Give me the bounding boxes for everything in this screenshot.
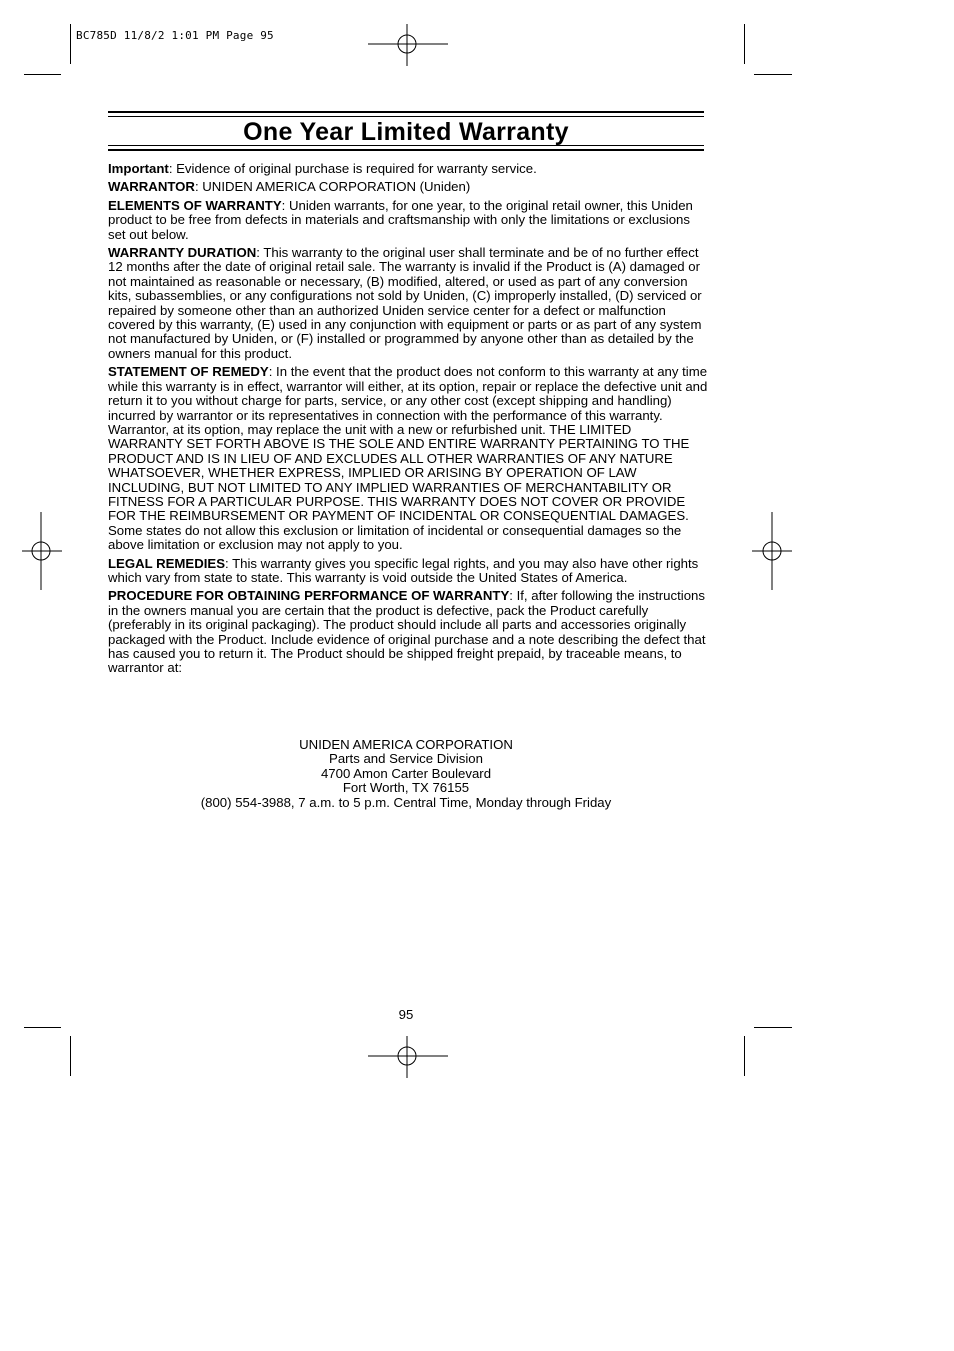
section-label: LEGAL REMEDIES [108,555,225,571]
address-line: 4700 Amon Carter Boulevard [320,765,492,781]
address-line: Fort Worth, TX 76155 [342,780,470,796]
registration-mark-icon [368,24,448,66]
warranty-paragraph-duration [108,246,708,361]
section-label: PROCEDURE FOR OBTAINING PERFORMANCE OF WARRANTY [108,588,510,604]
crop-mark [24,1027,61,1028]
section-text: : Evidence of original purchase is required for warranty service. [168,161,537,176]
section-label: WARRANTOR [108,179,195,195]
warranty-paragraph-legal-remedies [108,557,708,586]
title-block [108,111,704,151]
address-phone-hours: (800) 554-3988, 7 a.m. to 5 p.m. Central Time, Monday through Friday [200,794,612,810]
return-address [108,738,704,810]
crop-mark [70,1036,71,1076]
address-line: UNIDEN AMERICA CORPORATION [299,737,513,752]
crop-mark [744,1036,745,1076]
section-text: : If, after following the instructions in the owners manual you are certain that the product is defective, pack the Product carefully (preferably in its original packaging). The product should include all parts and accessories originally packaged with the Product. Include evidence of original purchase and a note describing the defect that has caused you to return it. The Product should be shipped freight prepaid, by traceable means, to warrantor at: [108,588,706,676]
address-line: Parts and Service Division [329,751,483,767]
section-text: : In the event that the product does not conform to this warranty at any time while this warranty is in effect, warrantor will either, at its option, repair or replace the defective unit and return it to you without charge for parts, service, or any other cost (except shipping and handling) incurred by warrantor or its representatives in connection with the performance of this warranty. Warrantor, at its option, may replace the unit with a new or refurbished unit. THE LIMITED WARRANTY SET FORTH ABOVE IS THE SOLE AND ENTIRE WARRANTY PERTAINING TO THE PRODUCT AND IS IN LIEU OF AND EXCLUDES ALL OTHER WARRANTIES OF ANY NATURE WHATSOEVER, WHETHER EXPRESS, IMPLIED OR ARISING BY OPERATION OF LAW INCLUDING, BUT NOT LIMITED TO ANY IMPLIED WARRANTIES OF MERCHANTABILITY OR FITNESS FOR A PARTICULAR PURPOSE. THIS WARRANTY DOES NOT COVER OR PROVIDE FOR THE REIMBURSEMENT OR PAYMENT OF INCIDENTAL OR CONSEQUENTIAL DAMAGES. Some states do not allow this exclusion or limitation of incidental or consequential damages so the above limitation or exclusion may not apply to you. [108,364,708,553]
warranty-paragraph-important [108,162,708,176]
crop-mark [744,24,745,64]
crop-mark [754,1027,792,1028]
warranty-paragraph-remedy [108,365,708,552]
registration-mark-icon [368,1036,448,1078]
print-slug: BC785D 11/8/2 1:01 PM Page 95 [76,29,274,42]
warranty-paragraph-warrantor [108,180,708,194]
section-label: WARRANTY DURATION [108,245,257,261]
section-text: : Uniden warrants, for one year, to the original retail owner, this Uniden product to be free from defects in materials and craftsmanship with only the limitations or exclusions set out below. [108,197,693,242]
crop-mark [24,74,61,75]
warranty-paragraph-elements [108,199,708,242]
warranty-paragraph-procedure [108,589,708,675]
section-text: : This warranty to the original user shall terminate and be of no further effect 12 months after the date of original retail sale. The warranty is invalid if the Product is (A) damaged or not maintained as reasonable or necessary, (B) modified, altered, or used as part of any conversion kits, subassemblies, or any configurations not sold by Uniden, (C) improperly installed, (D) serviced or repaired by someone other than an authorized Uniden service center for a defect or malfunction covered by this warranty, (E) used in any conjunction with equipment or parts or as part of any system not manufactured by Uniden, or (F) installed or programmed by anyone other than as detailed by the owners manual for this product. [108,245,702,361]
registration-mark-icon [22,512,62,590]
section-label: ELEMENTS OF WARRANTY [108,197,282,213]
warranty-body [108,162,708,680]
section-label: Important [108,161,169,176]
section-text: : This warranty gives you specific legal rights, and you may also have other rights which vary from state to state. This warranty is void outside the United States of America. [108,555,699,585]
crop-mark [754,74,792,75]
registration-mark-icon [752,512,792,590]
section-label: STATEMENT OF REMEDY [108,364,269,380]
crop-mark [70,24,71,64]
page-title: One Year Limited Warranty [243,118,569,146]
page-number: 95 [398,1007,414,1022]
section-text: : UNIDEN AMERICA CORPORATION (Uniden) [194,179,471,195]
